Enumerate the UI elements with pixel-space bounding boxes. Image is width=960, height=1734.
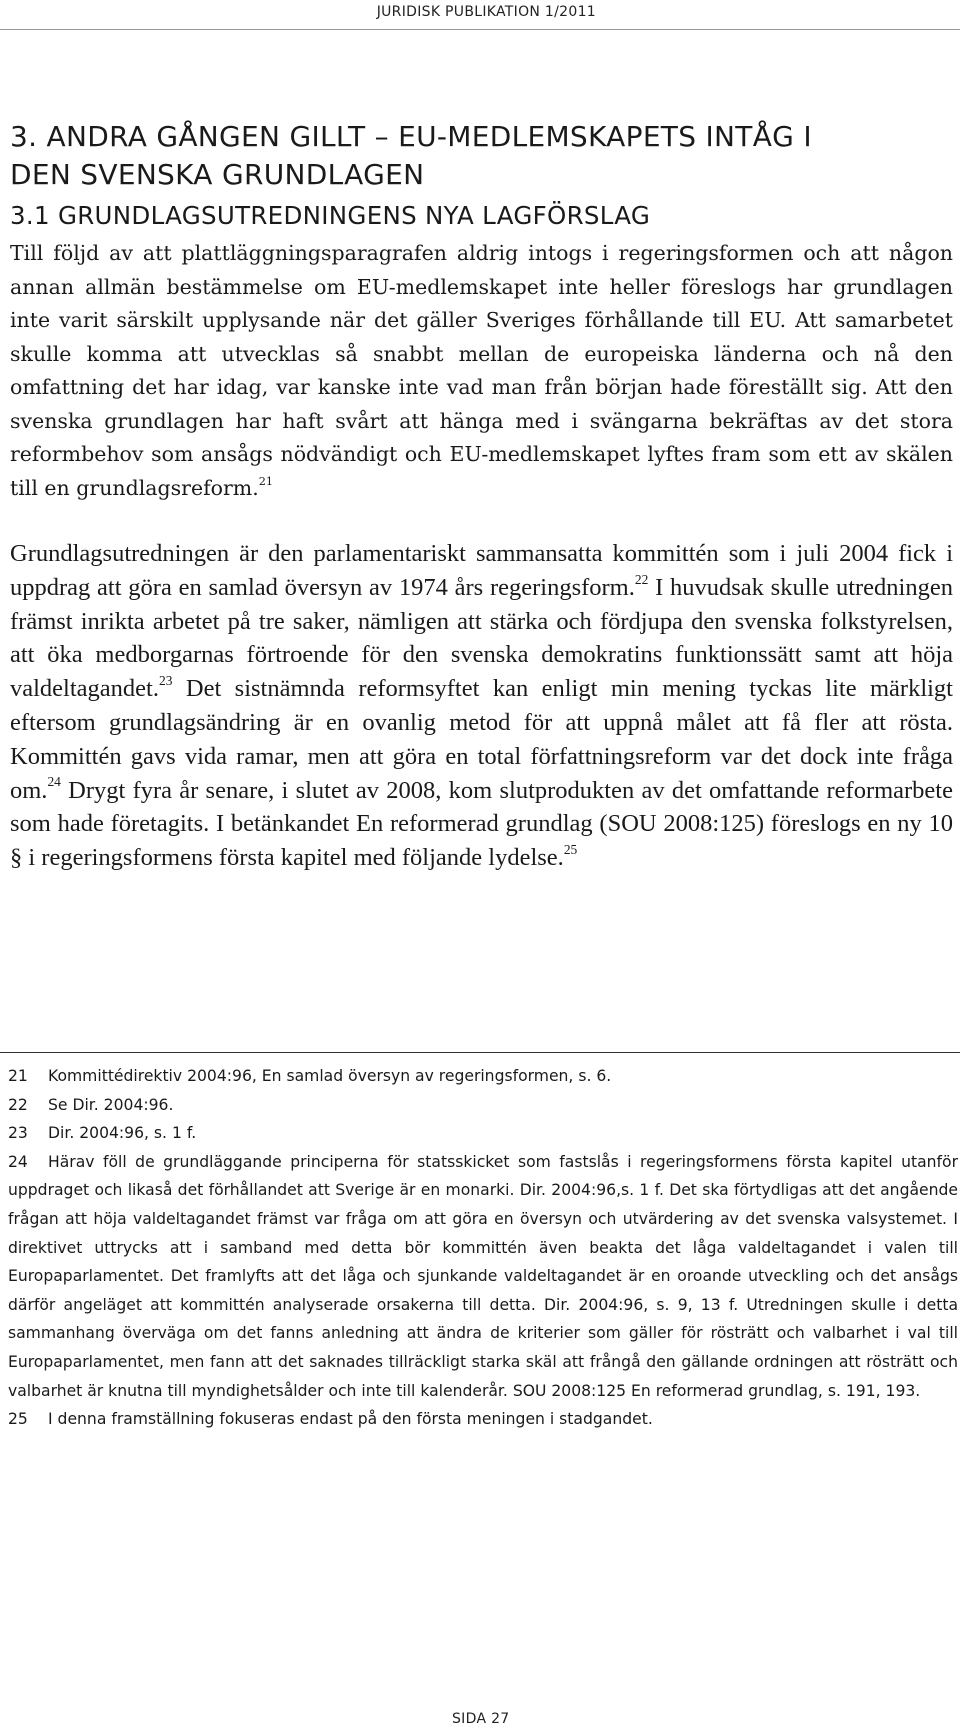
footnote-number: 23 xyxy=(8,1124,28,1143)
footnote-rule xyxy=(0,1052,960,1053)
footnote-ref-22[interactable]: 22 xyxy=(634,571,649,587)
section-heading xyxy=(10,118,953,194)
footnote-ref-24[interactable]: 24 xyxy=(47,774,61,790)
footnote-number: 22 xyxy=(8,1095,28,1114)
paragraph-2-seg-2: I huvudsak skulle utredningen främst inrikta arbetet på tre saker, nämligen att stärka och fördjupa den svenska folkstyrelsen, att öka medborgarnas förtroende för den svenska demokratins funktionssätt samt att höja valdeltagandet. xyxy=(10,573,953,703)
footnote-25 xyxy=(8,1405,958,1434)
footnote-21 xyxy=(8,1062,958,1091)
footnote-ref-25[interactable]: 25 xyxy=(563,842,578,857)
body-paragraph-1 xyxy=(10,237,953,505)
paragraph-1-text: Till följd av att plattläggningsparagrafen aldrig intogs i regeringsformen och att någon annan allmän bestämmelse om EU-medlemskapet inte heller föreslogs har grundlagen inte varit särskilt upplysande när det gäller Sveriges förhållande till EU. Att samarbetet skulle komma att utvecklas så snabbt mellan de europeiska länderna och nå den omfattning det har idag, var kanske inte vad man från början hade föreställt sig. Att den svenska grundlagen har haft svårt att hänga med i svängarna bekräftas av det stora reformbehov som ansågs nödvändigt och EU-medlemskapet lyftes fram som ett av skälen till en grundlagsreform. xyxy=(10,241,953,500)
footnote-number: 25 xyxy=(8,1410,28,1429)
footnote-ref-21[interactable]: 21 xyxy=(258,474,274,488)
footnote-text: Se Dir. 2004:96. xyxy=(48,1095,174,1114)
running-header: JURIDISK PUBLIKATION 1/2011 xyxy=(376,4,596,20)
paragraph-2-seg-1: Grundlagsutredningen är den parlamentariskt sammansatta kommittén som i juli 2004 fick i uppdrag att göra en samlad översyn av 1974 års regeringsform. xyxy=(10,540,953,601)
footnote-24 xyxy=(8,1148,958,1405)
footnote-text: I denna framställning fokuseras endast på den första meningen i stadgandet. xyxy=(48,1410,653,1429)
section-heading-line-1: 3. ANDRA GÅNGEN GILLT – EU-MEDLEMSKAPETS INTÅG I xyxy=(10,120,812,153)
header-rule xyxy=(0,29,960,30)
paragraph-2-seg-4: Drygt fyra år senare, i slutet av 2008, kom slutprodukten av det omfattande reformarbete som hade företagits. I betänkandet En reformerad grundlag (SOU 2008:125) föreslogs en ny 10 § i regeringsformens första kapitel med följande lydelse. xyxy=(10,776,953,872)
footnote-22 xyxy=(8,1091,958,1120)
footnote-23 xyxy=(8,1119,958,1148)
footnote-text: Kommittédirektiv 2004:96, En samlad översyn av regeringsformen, s. 6. xyxy=(48,1067,612,1085)
body-paragraph-2 xyxy=(10,537,953,875)
page-number: SIDA 27 xyxy=(452,1711,510,1727)
section-heading-line-2: DEN SVENSKA GRUNDLAGEN xyxy=(10,158,425,191)
main-content xyxy=(10,118,953,875)
subsection-heading: 3.1 GRUNDLAGSUTREDNINGENS NYA LAGFÖRSLAG xyxy=(10,201,651,230)
footnote-text: Dir. 2004:96, s. 1 f. xyxy=(48,1124,197,1143)
paragraph-2-seg-3: Det sistnämnda reformsyftet kan enligt min mening tyckas lite märkligt eftersom grundlagsändring är en ovanlig metod för att uppnå målet att få fler att rösta. Kommittén gavs vida ramar, men att göra en total författningsreform var det dock inte fråga om. xyxy=(10,675,953,804)
footnote-number: 24 xyxy=(8,1152,28,1171)
footnote-ref-23[interactable]: 23 xyxy=(158,673,173,689)
footnote-number: 21 xyxy=(8,1067,28,1085)
footnote-text: Härav föll de grundläggande principerna för statsskicket som fastslås i regeringsformens första kapitel utanför uppdraget och likaså det förhållandet att Sverige är en monarki. Dir. 2004:96,s. 1 f. Det ska förtydligas att det angående frågan att höja valdeltagandet främst var fråga om att göra en översyn och utvärdering av det svenska valsystemet. I direktivet uttrycks att i samband med detta bör kommittén även beakta det låga valdeltagandet i valen till Europaparlamentet. Det framlyfts att det låga och sjunkande valdeltagandet är en oroande utveckling och det ansågs därför angeläget att kommittén analyserade orsakerna till detta. Dir. 2004:96, s. 9, 13 f. Utredningen skulle i detta sammanhang överväga om det fanns anledning att ändra de kriterier som gäller för rösträtt och valbarhet i val till Europaparlamentet, men fann att det saknades tillräckligt starka skäl att frångå den gällande ordningen att rösträtt och valbarhet är knutna till myndighetsålder och inte till kalenderår. SOU 2008:125 En reformerad grundlag, s. 191, 193. xyxy=(8,1152,958,1400)
footnotes xyxy=(8,1062,958,1434)
